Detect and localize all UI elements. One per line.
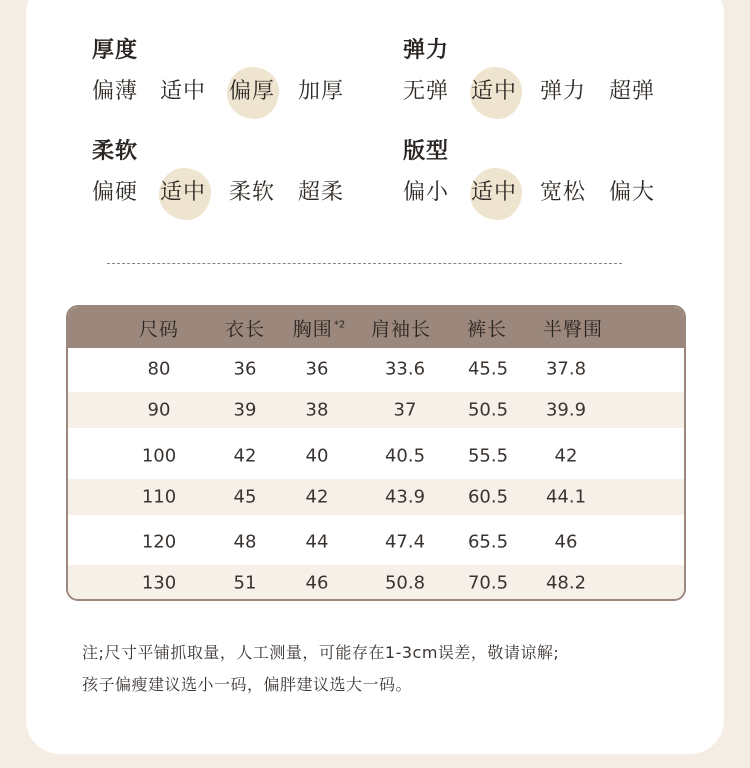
table-cell: 33.6	[384, 358, 426, 380]
table-cell: 46	[554, 531, 578, 553]
table-cell: 37	[393, 399, 417, 421]
table-cell: 39	[233, 399, 257, 421]
table-cell: 55.5	[467, 445, 509, 467]
table-row	[68, 479, 684, 515]
option-label: 弹力	[540, 79, 587, 104]
dashed-divider	[107, 263, 622, 264]
table-row	[68, 351, 684, 387]
table-cell: 39.9	[545, 399, 587, 421]
table-row	[68, 392, 684, 428]
option-label: 柔软	[229, 180, 276, 205]
table-cell: 100	[141, 445, 177, 467]
table-cell: 42	[305, 486, 329, 508]
table-row	[68, 438, 684, 474]
option-label-selected: 适中	[160, 180, 207, 205]
header-hip: 半臀围	[542, 318, 604, 340]
option-label: 偏大	[609, 180, 656, 205]
attr-thickness	[92, 33, 372, 113]
size-advice-note: 孩子偏瘦建议选小一码，偏胖建议选大一码。	[82, 675, 413, 694]
table-cell: 51	[233, 572, 257, 594]
table-cell: 44	[305, 531, 329, 553]
header-length: 衣长	[224, 318, 266, 340]
attr-title: 弹力	[403, 38, 450, 63]
table-cell: 45.5	[467, 358, 509, 380]
table-cell: 80	[147, 358, 171, 380]
header-pants: 裤长	[466, 318, 508, 340]
table-cell: 48.2	[545, 572, 587, 594]
table-cell: 43.9	[384, 486, 426, 508]
table-cell: 46	[305, 572, 329, 594]
table-cell: 50.5	[467, 399, 509, 421]
option-label: 无弹	[403, 79, 450, 104]
header-chest	[293, 314, 345, 341]
header-size: 尺码	[138, 318, 180, 340]
table-cell: 65.5	[467, 531, 509, 553]
table-cell: 42	[233, 445, 257, 467]
table-cell: 36	[305, 358, 329, 380]
option-label: 超柔	[298, 180, 345, 205]
table-cell: 50.8	[384, 572, 426, 594]
table-row	[68, 524, 684, 560]
table-cell: 130	[141, 572, 177, 594]
option-label: 偏硬	[92, 180, 139, 205]
table-cell: 38	[305, 399, 329, 421]
header-sleeve: 肩袖长	[370, 318, 432, 340]
option-label: 超弹	[609, 79, 656, 104]
header-chest-label: 胸围	[292, 318, 333, 340]
table-cell: 90	[147, 399, 171, 421]
attr-title: 柔软	[92, 139, 139, 164]
option-label: 偏小	[403, 180, 450, 205]
table-cell: 42	[554, 445, 578, 467]
table-cell: 70.5	[467, 572, 509, 594]
option-label: 适中	[160, 79, 207, 104]
table-cell: 120	[141, 531, 177, 553]
option-label: 偏薄	[92, 79, 139, 104]
header-chest-superscript: *2	[333, 319, 346, 330]
table-cell: 40	[305, 445, 329, 467]
table-cell: 47.4	[384, 531, 426, 553]
option-label-selected: 偏厚	[229, 79, 276, 104]
table-cell: 44.1	[545, 486, 587, 508]
option-label: 宽松	[540, 180, 587, 205]
table-row	[68, 565, 684, 601]
attr-title: 版型	[403, 139, 450, 164]
attr-elasticity	[403, 33, 683, 113]
attr-title: 厚度	[92, 38, 139, 63]
attr-fit	[403, 134, 683, 214]
option-label-selected: 适中	[471, 180, 518, 205]
size-table	[66, 305, 686, 601]
table-cell: 40.5	[384, 445, 426, 467]
option-label: 加厚	[298, 79, 345, 104]
table-header	[68, 307, 684, 348]
table-cell: 110	[141, 486, 177, 508]
table-cell: 45	[233, 486, 257, 508]
attr-softness	[92, 134, 372, 214]
table-cell: 60.5	[467, 486, 509, 508]
table-cell: 48	[233, 531, 257, 553]
table-cell: 37.8	[545, 358, 587, 380]
measurement-note: 注;尺寸平铺抓取量，人工测量，可能存在1-3cm误差，敬请谅解;	[82, 643, 560, 662]
option-label-selected: 适中	[471, 79, 518, 104]
table-cell: 36	[233, 358, 257, 380]
